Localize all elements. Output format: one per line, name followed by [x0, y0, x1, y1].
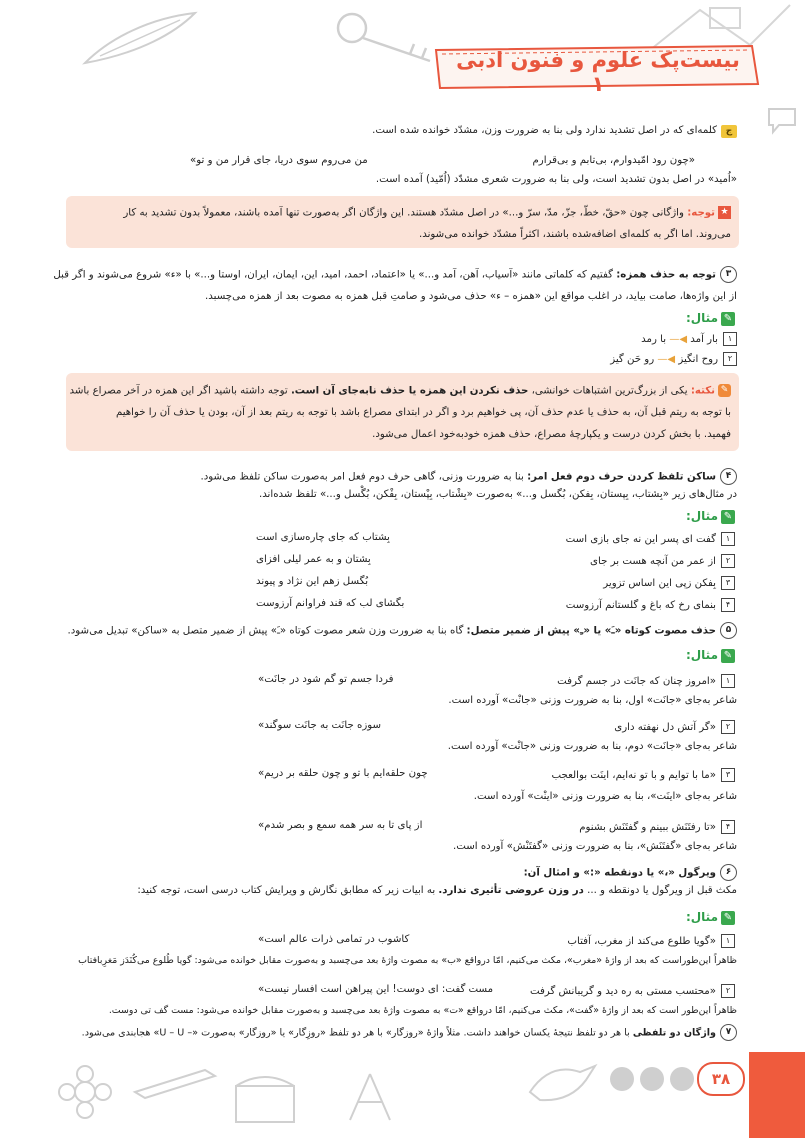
ex6-right-1 — [567, 934, 735, 948]
ex5-num-4: ۴ — [721, 820, 735, 834]
nokte-text-b: حذف نکردن این همزه یا حذف نابه‌جای آن است. — [290, 385, 529, 397]
ex3-row-1 — [70, 332, 737, 347]
ex5-right-1 — [557, 674, 735, 688]
ex6-verse-right-2: «محتسب مستی به ره دید و گریبانش گرفت — [529, 986, 716, 997]
page-header-title: بیست‌پک علوم و فنون ادبی ۱ — [456, 48, 740, 96]
ex4-left-3: بُگسل زهم این نژاد و پیوند — [256, 576, 369, 587]
ex5-num-2: ۲ — [721, 720, 735, 734]
ex5-expl-2: شاعر به‌جای «جانَت» دوم، بنا به ضرورت وزنی «جانْت» آورده است. — [447, 741, 737, 752]
compass-doodle-icon — [340, 1070, 400, 1125]
section-4-number: ۴ — [720, 468, 737, 485]
ex6-expl-1: ظاهراً این‌طوراست که بعد از واژهٔ «مغرب»، مکث می‌کنیم، امّا درواقع «ب» به مصوت واژهٔ بعد می‌چسبد و به‌صورت مقابل خوانده می‌شود: گویا طُلوع می‌کُنَدَز مَغرِبافتاب — [78, 955, 737, 966]
page-number: ۳۸ — [697, 1062, 745, 1096]
section-j-text: کلمه‌ای که در اصل تشدید ندارد ولی بنا به ضرورت وزن، مشدّد خوانده شده است. — [372, 125, 717, 136]
section-4-line1 — [70, 468, 737, 485]
example-title-4 — [686, 509, 735, 524]
section-j-tag: ج — [721, 125, 737, 138]
decor-dot-2 — [640, 1067, 664, 1091]
feather-doodle-icon — [80, 8, 200, 68]
ex5-expl-1: شاعر به‌جای «جانَت» اول، بنا به ضرورت وزنی «جانْت» آورده است. — [448, 695, 737, 706]
ex4-num-2: ۲ — [721, 554, 735, 568]
chest-doodle-icon — [230, 1068, 300, 1128]
ex5-left-3: چون حلقه‌ایم با تو و چون حلقه بر دریم» — [258, 768, 428, 779]
ex5-verse-right-1: «امروز چنان که جانَت در جسم گرفت — [557, 676, 716, 687]
pencil-icon: ✎ — [721, 510, 735, 524]
ex5-expl-4: شاعر به‌جای «گفتَنَش»، بنا به ضرورت وزنی «گفتَنْش» آورده است. — [453, 841, 737, 852]
nokte-line3: فهمید. با بخش کردن درست و یکپارچهٔ مصراع، حذف همزه خودبه‌خود اعمال می‌شود. — [372, 429, 731, 440]
ex4-num-1: ۱ — [721, 532, 735, 546]
ex4-verse-right-3: بِفکن زپی این اساس تزویر — [603, 578, 716, 589]
note-icon: ✎ — [718, 384, 731, 397]
section-5-text: گاه بنا به ضرورت وزن شعر مصوت کوتاه «ـَ» پیش از ضمیر متصل به «ساکن» تبدیل می‌شود. — [67, 625, 464, 637]
section-3-line1 — [53, 266, 737, 283]
pencil-doodle-icon — [130, 1062, 220, 1102]
section-7-text: با هر دو تلفظ نتیجهٔ یکسان خواهند داشت. مثلاً واژهٔ «روزگار» با هر دو تلفظ «روزِگار» یا «روزگار» به‌صورت «– U – U» هجابندی می‌شود. — [81, 1027, 630, 1039]
bird-doodle-icon — [520, 1052, 600, 1112]
ex4-right-4 — [566, 598, 735, 612]
section-3-number: ۳ — [720, 266, 737, 283]
example-label: مثال: — [685, 509, 718, 523]
section-6-text-b: در وزن عروضی تأثیری ندارد. — [438, 885, 584, 896]
ex4-right-2 — [590, 554, 735, 568]
example-label: مثال: — [685, 311, 718, 325]
arrow-icon: ◀— — [669, 334, 688, 345]
section-3-line2: از این واژه‌ها، صامت بیاید، در اغلب مواقع این «همزه – ء» حذف می‌شود و صامتِ قبل همزه به مصوت بعد از همزه می‌چسبد. — [205, 291, 737, 302]
ex4-verse-right-2: از عمر من آنچه هست بر جای — [590, 556, 716, 567]
tavajoh-label: توجه: — [687, 207, 715, 219]
ex3-num-1: ۱ — [723, 332, 737, 346]
ex5-expl-3: شاعر به‌جای «اینَت»، بنا به ضرورت وزنی «اینْت» آورده است. — [473, 791, 737, 802]
section-7-number: ۷ — [720, 1024, 737, 1041]
ex6-right-2 — [530, 984, 735, 998]
ex4-verse-right-1: گفت ای پسر این نه جای بازی است — [565, 534, 716, 545]
section-4-line2: در مثال‌های زیر «بِشتاب، بِپستان، بِفکن، بُگسل و...» به‌صورت «بِشْتاب، بِپْستان، بِفْکن، بُگْسل و...» تلفظ شده‌اند. — [258, 489, 737, 500]
ex4-verse-right-4: بنمای رخ که باغ و گلستانم آرزوست — [565, 600, 716, 611]
ex5-left-2: سوزه جانَت به جانَت سوگند» — [258, 720, 382, 731]
nokte-line1 — [70, 384, 731, 399]
pencil-icon: ✎ — [721, 649, 735, 663]
ex6-num-2: ۲ — [721, 984, 735, 998]
flower-doodle-icon — [55, 1062, 115, 1122]
ex4-right-3 — [603, 576, 735, 590]
section-5-line — [67, 622, 737, 639]
ex5-left-1: فردا جسم تو گم شود در جانَت» — [258, 674, 394, 685]
nokte-text-a: یکی از بزرگ‌ترین اشتباهات خوانشی، — [531, 385, 688, 397]
section-j-note: «اُمید» در اصل بدون تشدید است، ولی بنا به ضرورت شعری مشدّد (اُمّید) آمده است. — [375, 174, 737, 185]
ex5-right-3 — [552, 768, 735, 782]
section-6-line2 — [70, 884, 737, 898]
speech-bubble-icon — [765, 105, 799, 135]
tavajoh-line1 — [70, 206, 731, 221]
ex6-left-2: مست گفت: ای دوست! این پیراهن است افسار نیست» — [258, 984, 494, 995]
ex4-right-1 — [566, 532, 735, 546]
section-6-line1 — [70, 864, 737, 881]
example-title-3 — [686, 311, 735, 326]
section-6-text-a: مکث قبل از ویرگول یا دونقطه و ... — [587, 885, 737, 896]
section-6-number: ۶ — [720, 864, 737, 881]
ex6-expl-2: ظاهراً این‌طور است که بعد از واژهٔ «گفت»، مکث می‌کنیم، امّا درواقع «ت» به مصوت واژهٔ بعد می‌چسبد و به‌صورت مقابل خوانده می‌شود: مست گف تی دوست. — [108, 1005, 737, 1016]
ex6-num-1: ۱ — [721, 934, 735, 948]
arrow-icon: ◀— — [657, 354, 676, 365]
ex5-verse-right-2: «گر آتش دل نهفته داری — [614, 722, 716, 733]
tavajoh-text1: واژگانی چون «حقّ، خطّ، جزّ، مدّ، سرّ و...» در اصل مشدّد هستند. این واژگان اگر به‌صورت تنها آمده باشند، معمولاً بدون تشدید به کار — [123, 207, 684, 219]
nokte-text-c: توجه داشته باشید اگر این همزه در آخر مصراع باشد — [69, 385, 288, 397]
decor-dot-3 — [670, 1067, 694, 1091]
key-doodle-icon — [330, 6, 440, 66]
nokte-line2: با توجه به ریتم قبل آن، به حذف یا عدم حذف آن، پی خواهیم برد و اگر در ابتدای مصراع باشد با توجه به ریتم بعد از آن، بودن یا حذف آن را خواهیم — [115, 407, 731, 418]
ex4-num-3: ۳ — [721, 576, 735, 590]
example-title-5 — [686, 648, 735, 663]
section-3-text1: گفتیم که کلماتی مانند «آسیاب، آهن، آمد و...» یا «اعتماد، احمد، امید، این، ایمان، ایران، اوستا و...» با «ء» شروع می‌شوند و اگر قبل — [53, 269, 613, 281]
page-corner-tab — [749, 1052, 805, 1138]
section-4-text1: بنا به ضرورت وزنی، گاهی حرف دوم فعل امر به‌صورت ساکن تلفظ می‌شود. — [200, 471, 524, 483]
decor-dot-1 — [610, 1067, 634, 1091]
section-6-heading: ویرگول «،» یا دونقطه «:» و امثال آن: — [523, 867, 716, 879]
ex4-left-2: بِشتان و به عمر لیلی افزای — [256, 554, 371, 565]
pencil-icon: ✎ — [721, 312, 735, 326]
section-6-text-c: به ابیات زیر که مطابق نگارش و ویرایش کتاب درسی است، توجه کنید: — [137, 885, 436, 896]
star-icon: ★ — [718, 206, 731, 219]
ex3-word-1: بار آمد — [690, 334, 718, 345]
ex6-left-1: کاشوب در تمامی ذرات عالم است» — [258, 934, 410, 945]
ex4-left-1: بِشتاب که جای چاره‌سازی است — [256, 532, 390, 543]
ex5-verse-right-4: «تا رفتَنَش ببینم و گفتَنَش بشنوم — [579, 822, 716, 833]
verse-right: «چون رود امّیدوارم، بی‌تابم و بی‌قرارم — [532, 155, 695, 166]
ex3-num-2: ۲ — [723, 352, 737, 366]
ex3-word-2: روح انگیز — [678, 354, 718, 365]
section-5-heading: حذف مصوت کوتاه «ـَ» یا «ـِ» پیش از ضمیر متصل: — [466, 625, 716, 637]
section-j — [70, 124, 737, 138]
example-title-6 — [686, 910, 735, 925]
ex5-num-3: ۳ — [721, 768, 735, 782]
ex3-result-1: با رمد — [641, 334, 667, 345]
section-3-heading: توجه به حذف همزه: — [616, 269, 716, 281]
tavajoh-line2: می‌روند. اما اگر به کلمه‌ای اضافه‌شده باشند، اکثراً مشدّد خوانده می‌شوند. — [419, 229, 731, 240]
verse-left: من می‌روم سوی دریا، جای قرار من و تو» — [190, 155, 368, 166]
ex5-right-4 — [579, 820, 735, 834]
ex3-row-2 — [70, 352, 737, 367]
ex4-num-4: ۴ — [721, 598, 735, 612]
ex4-left-4: بگشای لب که قند فراوانم آرزوست — [256, 598, 405, 609]
ex5-num-1: ۱ — [721, 674, 735, 688]
ex3-result-2: رو حَن گیز — [610, 354, 655, 365]
section-5-number: ۵ — [720, 622, 737, 639]
section-7-line — [70, 1024, 737, 1041]
section-4-heading: ساکن تلفظ کردن حرف دوم فعل امر: — [527, 471, 716, 483]
ex6-verse-right-1: «گویا طلوع می‌کند از مغرب، آفتاب — [567, 936, 716, 947]
nokte-label: نکته: — [690, 385, 715, 397]
ex5-verse-right-3: «ما با توایم و با تو نه‌ایم، اینَت بوالعجب — [551, 770, 716, 781]
pencil-icon: ✎ — [721, 911, 735, 925]
ex5-right-2 — [614, 720, 735, 734]
example-label: مثال: — [685, 910, 718, 924]
ex5-left-4: از پای تا به سر همه سمع و بصر شدم» — [258, 820, 423, 831]
section-7-heading: واژگان دو تلفظی — [632, 1027, 716, 1039]
example-label: مثال: — [685, 648, 718, 662]
